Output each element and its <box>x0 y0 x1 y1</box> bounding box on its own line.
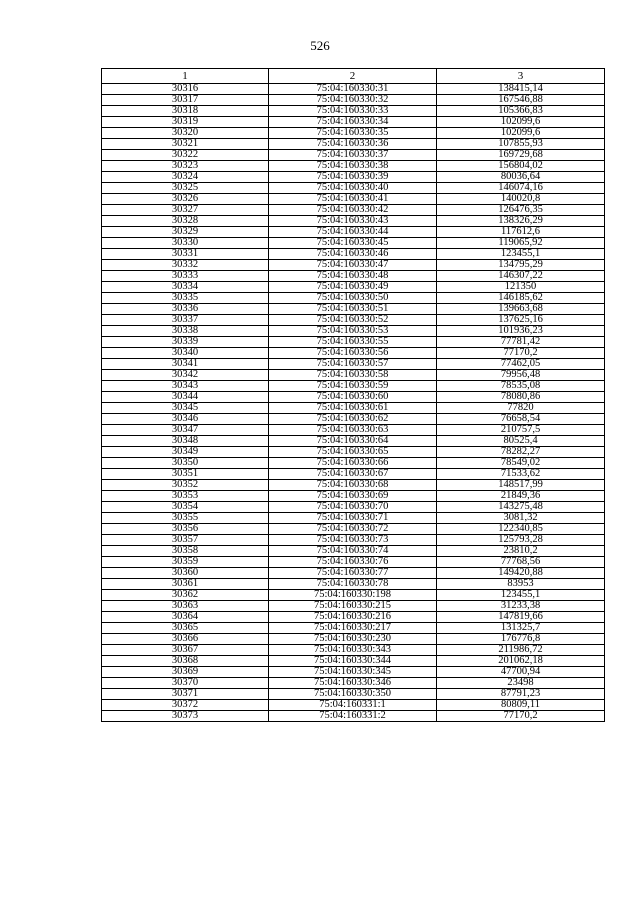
cadastral-number-cell: 75:04:160330:68 <box>269 480 437 491</box>
table-row <box>102 370 605 381</box>
table-row <box>102 183 605 194</box>
row-number-cell: 30373 <box>102 711 269 722</box>
row-number-cell: 30341 <box>102 359 269 370</box>
row-number-cell: 30358 <box>102 546 269 557</box>
table-row <box>102 117 605 128</box>
value-cell: 146185,62 <box>437 293 605 304</box>
cadastral-number-cell: 75:04:160330:63 <box>269 425 437 436</box>
table-row <box>102 315 605 326</box>
cadastral-number-cell: 75:04:160330:42 <box>269 205 437 216</box>
cadastral-number-cell: 75:04:160331:1 <box>269 700 437 711</box>
row-number-cell: 30356 <box>102 524 269 535</box>
table-row <box>102 260 605 271</box>
cadastral-number-cell: 75:04:160330:49 <box>269 282 437 293</box>
cadastral-number-cell: 75:04:160330:45 <box>269 238 437 249</box>
cadastral-number-cell: 75:04:160330:43 <box>269 216 437 227</box>
row-number-cell: 30371 <box>102 689 269 700</box>
row-number-cell: 30370 <box>102 678 269 689</box>
cadastral-number-cell: 75:04:160330:32 <box>269 95 437 106</box>
page-number: 526 <box>310 38 330 53</box>
cadastral-number-cell: 75:04:160330:216 <box>269 612 437 623</box>
row-number-cell: 30360 <box>102 568 269 579</box>
column-header-3: 3 <box>437 69 605 84</box>
value-cell: 23810,2 <box>437 546 605 557</box>
row-number-cell: 30350 <box>102 458 269 469</box>
value-cell: 3081,32 <box>437 513 605 524</box>
value-cell: 131325,7 <box>437 623 605 634</box>
table-row <box>102 304 605 315</box>
value-cell: 21849,36 <box>437 491 605 502</box>
row-number-cell: 30330 <box>102 238 269 249</box>
cadastral-number-cell: 75:04:160330:76 <box>269 557 437 568</box>
value-cell: 78282,27 <box>437 447 605 458</box>
cadastral-number-cell: 75:04:160330:60 <box>269 392 437 403</box>
table-row <box>102 689 605 700</box>
row-number-cell: 30334 <box>102 282 269 293</box>
table-row <box>102 645 605 656</box>
table-row <box>102 293 605 304</box>
table-row <box>102 392 605 403</box>
cadastral-number-cell: 75:04:160330:58 <box>269 370 437 381</box>
table-row <box>102 403 605 414</box>
value-cell: 148517,99 <box>437 480 605 491</box>
cadastral-number-cell: 75:04:160330:36 <box>269 139 437 150</box>
row-number-cell: 30327 <box>102 205 269 216</box>
cadastral-number-cell: 75:04:160330:64 <box>269 436 437 447</box>
cadastral-number-cell: 75:04:160330:59 <box>269 381 437 392</box>
cadastral-number-cell: 75:04:160330:350 <box>269 689 437 700</box>
value-cell: 211986,72 <box>437 645 605 656</box>
value-cell: 107855,93 <box>437 139 605 150</box>
row-number-cell: 30361 <box>102 579 269 590</box>
table-row <box>102 139 605 150</box>
value-cell: 47700,94 <box>437 667 605 678</box>
row-number-cell: 30324 <box>102 172 269 183</box>
table-row <box>102 216 605 227</box>
header-row <box>102 69 605 84</box>
row-number-cell: 30365 <box>102 623 269 634</box>
row-number-cell: 30354 <box>102 502 269 513</box>
cadastral-number-cell: 75:04:160330:33 <box>269 106 437 117</box>
row-number-cell: 30359 <box>102 557 269 568</box>
row-number-cell: 30335 <box>102 293 269 304</box>
cadastral-number-cell: 75:04:160330:345 <box>269 667 437 678</box>
value-cell: 146307,22 <box>437 271 605 282</box>
cadastral-number-cell: 75:04:160330:40 <box>269 183 437 194</box>
value-cell: 80036,64 <box>437 172 605 183</box>
table-row <box>102 348 605 359</box>
row-number-cell: 30333 <box>102 271 269 282</box>
value-cell: 125793,28 <box>437 535 605 546</box>
table-row <box>102 227 605 238</box>
row-number-cell: 30366 <box>102 634 269 645</box>
cadastral-number-cell: 75:04:160330:73 <box>269 535 437 546</box>
row-number-cell: 30317 <box>102 95 269 106</box>
value-cell: 119065,92 <box>437 238 605 249</box>
row-number-cell: 30319 <box>102 117 269 128</box>
table-row <box>102 612 605 623</box>
value-cell: 122340,85 <box>437 524 605 535</box>
table-row <box>102 150 605 161</box>
table-row <box>102 623 605 634</box>
table-row <box>102 128 605 139</box>
table-row <box>102 524 605 535</box>
value-cell: 77820 <box>437 403 605 414</box>
cadastral-number-cell: 75:04:160330:50 <box>269 293 437 304</box>
row-number-cell: 30329 <box>102 227 269 238</box>
cadastral-number-cell: 75:04:160330:78 <box>269 579 437 590</box>
table-row <box>102 502 605 513</box>
value-cell: 76658,54 <box>437 414 605 425</box>
row-number-cell: 30342 <box>102 370 269 381</box>
table-row <box>102 337 605 348</box>
value-cell: 101936,23 <box>437 326 605 337</box>
table-row <box>102 656 605 667</box>
value-cell: 147819,66 <box>437 612 605 623</box>
data-table <box>101 68 605 722</box>
table-row <box>102 381 605 392</box>
table-row <box>102 535 605 546</box>
row-number-cell: 30345 <box>102 403 269 414</box>
value-cell: 78549,02 <box>437 458 605 469</box>
cadastral-number-cell: 75:04:160330:31 <box>269 84 437 95</box>
row-number-cell: 30364 <box>102 612 269 623</box>
table-row <box>102 557 605 568</box>
row-number-cell: 30328 <box>102 216 269 227</box>
table-row <box>102 436 605 447</box>
row-number-cell: 30368 <box>102 656 269 667</box>
row-number-cell: 30352 <box>102 480 269 491</box>
value-cell: 77768,56 <box>437 557 605 568</box>
cadastral-number-cell: 75:04:160330:346 <box>269 678 437 689</box>
row-number-cell: 30355 <box>102 513 269 524</box>
table-row <box>102 458 605 469</box>
cadastral-number-cell: 75:04:160330:34 <box>269 117 437 128</box>
table-row <box>102 271 605 282</box>
cadastral-number-cell: 75:04:160330:51 <box>269 304 437 315</box>
value-cell: 146074,16 <box>437 183 605 194</box>
cadastral-number-cell: 75:04:160330:344 <box>269 656 437 667</box>
row-number-cell: 30363 <box>102 601 269 612</box>
cadastral-number-cell: 75:04:160330:38 <box>269 161 437 172</box>
cadastral-number-cell: 75:04:160330:343 <box>269 645 437 656</box>
cadastral-number-cell: 75:04:160330:37 <box>269 150 437 161</box>
cadastral-number-cell: 75:04:160330:65 <box>269 447 437 458</box>
row-number-cell: 30337 <box>102 315 269 326</box>
cadastral-number-cell: 75:04:160330:35 <box>269 128 437 139</box>
value-cell: 176776,8 <box>437 634 605 645</box>
cadastral-number-cell: 75:04:160330:230 <box>269 634 437 645</box>
value-cell: 123455,1 <box>437 249 605 260</box>
row-number-cell: 30372 <box>102 700 269 711</box>
row-number-cell: 30316 <box>102 84 269 95</box>
value-cell: 149420,88 <box>437 568 605 579</box>
value-cell: 105366,83 <box>437 106 605 117</box>
row-number-cell: 30320 <box>102 128 269 139</box>
cadastral-number-cell: 75:04:160330:72 <box>269 524 437 535</box>
cadastral-number-cell: 75:04:160330:67 <box>269 469 437 480</box>
value-cell: 77781,42 <box>437 337 605 348</box>
table-row <box>102 590 605 601</box>
value-cell: 137625,16 <box>437 315 605 326</box>
value-cell: 102099,6 <box>437 128 605 139</box>
value-cell: 77170,2 <box>437 348 605 359</box>
cadastral-number-cell: 75:04:160330:217 <box>269 623 437 634</box>
value-cell: 23498 <box>437 678 605 689</box>
row-number-cell: 30347 <box>102 425 269 436</box>
table-row <box>102 238 605 249</box>
table-row <box>102 106 605 117</box>
row-number-cell: 30331 <box>102 249 269 260</box>
table-row <box>102 447 605 458</box>
value-cell: 77170,2 <box>437 711 605 722</box>
value-cell: 138415,14 <box>437 84 605 95</box>
value-cell: 139663,68 <box>437 304 605 315</box>
value-cell: 156804,02 <box>437 161 605 172</box>
table-row <box>102 491 605 502</box>
value-cell: 78535,08 <box>437 381 605 392</box>
table-row <box>102 414 605 425</box>
table-row <box>102 546 605 557</box>
row-number-cell: 30326 <box>102 194 269 205</box>
cadastral-number-cell: 75:04:160330:47 <box>269 260 437 271</box>
row-number-cell: 30349 <box>102 447 269 458</box>
row-number-cell: 30351 <box>102 469 269 480</box>
table-row <box>102 469 605 480</box>
value-cell: 138326,29 <box>437 216 605 227</box>
row-number-cell: 30325 <box>102 183 269 194</box>
table-row <box>102 172 605 183</box>
table-row <box>102 700 605 711</box>
value-cell: 80525,4 <box>437 436 605 447</box>
value-cell: 169729,68 <box>437 150 605 161</box>
table-row <box>102 568 605 579</box>
table-body <box>102 84 605 722</box>
row-number-cell: 30344 <box>102 392 269 403</box>
value-cell: 102099,6 <box>437 117 605 128</box>
table-row <box>102 634 605 645</box>
value-cell: 83953 <box>437 579 605 590</box>
row-number-cell: 30332 <box>102 260 269 271</box>
cadastral-number-cell: 75:04:160330:39 <box>269 172 437 183</box>
cadastral-number-cell: 75:04:160330:66 <box>269 458 437 469</box>
value-cell: 134795,29 <box>437 260 605 271</box>
table-row <box>102 282 605 293</box>
value-cell: 117612,6 <box>437 227 605 238</box>
row-number-cell: 30336 <box>102 304 269 315</box>
cadastral-number-cell: 75:04:160330:44 <box>269 227 437 238</box>
cadastral-number-cell: 75:04:160330:53 <box>269 326 437 337</box>
row-number-cell: 30338 <box>102 326 269 337</box>
value-cell: 201062,18 <box>437 656 605 667</box>
table-row <box>102 249 605 260</box>
row-number-cell: 30323 <box>102 161 269 172</box>
cadastral-number-cell: 75:04:160331:2 <box>269 711 437 722</box>
value-cell: 77462,05 <box>437 359 605 370</box>
table-row <box>102 425 605 436</box>
cadastral-number-cell: 75:04:160330:52 <box>269 315 437 326</box>
row-number-cell: 30369 <box>102 667 269 678</box>
value-cell: 126476,35 <box>437 205 605 216</box>
value-cell: 79956,48 <box>437 370 605 381</box>
row-number-cell: 30362 <box>102 590 269 601</box>
row-number-cell: 30348 <box>102 436 269 447</box>
table-row <box>102 678 605 689</box>
value-cell: 140020,8 <box>437 194 605 205</box>
value-cell: 167546,88 <box>437 95 605 106</box>
cadastral-number-cell: 75:04:160330:70 <box>269 502 437 513</box>
table-row <box>102 711 605 722</box>
cadastral-number-cell: 75:04:160330:57 <box>269 359 437 370</box>
value-cell: 87791,23 <box>437 689 605 700</box>
table-row <box>102 513 605 524</box>
row-number-cell: 30322 <box>102 150 269 161</box>
table-row <box>102 95 605 106</box>
table-row <box>102 359 605 370</box>
table-row <box>102 667 605 678</box>
cadastral-number-cell: 75:04:160330:55 <box>269 337 437 348</box>
value-cell: 143275,48 <box>437 502 605 513</box>
cadastral-number-cell: 75:04:160330:48 <box>269 271 437 282</box>
cadastral-number-cell: 75:04:160330:198 <box>269 590 437 601</box>
cadastral-number-cell: 75:04:160330:71 <box>269 513 437 524</box>
column-header-1: 1 <box>102 69 269 84</box>
cadastral-number-cell: 75:04:160330:62 <box>269 414 437 425</box>
table-row <box>102 194 605 205</box>
row-number-cell: 30346 <box>102 414 269 425</box>
table-row <box>102 161 605 172</box>
row-number-cell: 30318 <box>102 106 269 117</box>
table-row <box>102 84 605 95</box>
cadastral-number-cell: 75:04:160330:61 <box>269 403 437 414</box>
value-cell: 123455,1 <box>437 590 605 601</box>
value-cell: 80809,11 <box>437 700 605 711</box>
table-row <box>102 601 605 612</box>
value-cell: 71533,62 <box>437 469 605 480</box>
row-number-cell: 30321 <box>102 139 269 150</box>
cadastral-number-cell: 75:04:160330:74 <box>269 546 437 557</box>
table-row <box>102 205 605 216</box>
row-number-cell: 30367 <box>102 645 269 656</box>
row-number-cell: 30357 <box>102 535 269 546</box>
value-cell: 121350 <box>437 282 605 293</box>
table-row <box>102 326 605 337</box>
column-header-2: 2 <box>269 69 437 84</box>
row-number-cell: 30343 <box>102 381 269 392</box>
table-header <box>102 69 605 84</box>
row-number-cell: 30353 <box>102 491 269 502</box>
table-row <box>102 480 605 491</box>
value-cell: 78080,86 <box>437 392 605 403</box>
cadastral-number-cell: 75:04:160330:77 <box>269 568 437 579</box>
cadastral-number-cell: 75:04:160330:41 <box>269 194 437 205</box>
cadastral-number-cell: 75:04:160330:56 <box>269 348 437 359</box>
cadastral-number-cell: 75:04:160330:215 <box>269 601 437 612</box>
value-cell: 210757,5 <box>437 425 605 436</box>
table-row <box>102 579 605 590</box>
row-number-cell: 30339 <box>102 337 269 348</box>
row-number-cell: 30340 <box>102 348 269 359</box>
cadastral-number-cell: 75:04:160330:69 <box>269 491 437 502</box>
cadastral-number-cell: 75:04:160330:46 <box>269 249 437 260</box>
value-cell: 31233,38 <box>437 601 605 612</box>
